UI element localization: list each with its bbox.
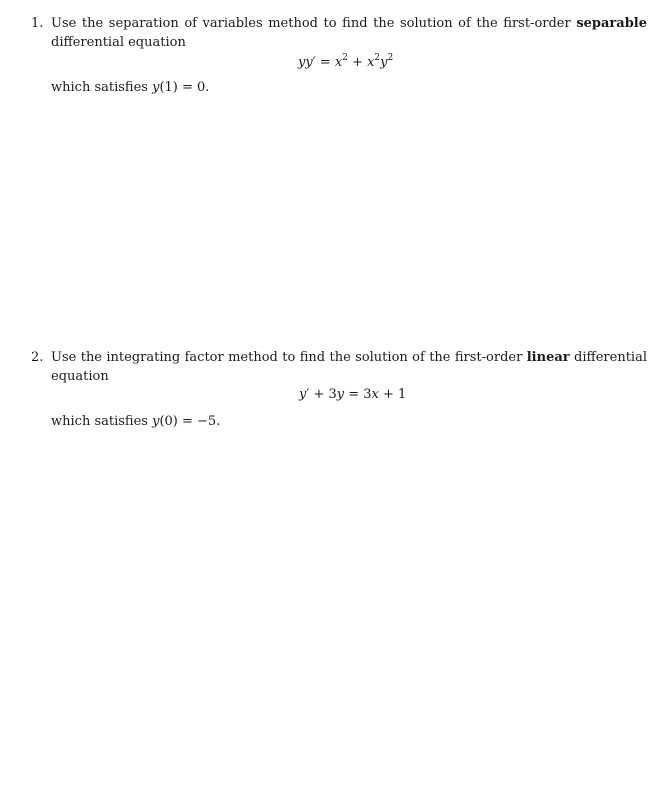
problem-2-equation: y′ + 3y = 3x + 1 xyxy=(299,387,407,402)
problem-1-condition-line xyxy=(31,78,647,97)
problem-2-condition-prefix: which satisfies xyxy=(51,414,148,429)
problem-1-statement xyxy=(31,14,647,52)
problem-2-condition: y(0) = −5. xyxy=(152,414,221,429)
problem-2-keyword: linear xyxy=(526,350,570,365)
problem-2-text-before: Use the integrating factor method to find the solution of the first-order xyxy=(51,350,523,365)
problem-2 xyxy=(31,348,647,431)
problem-1-condition: y(1) = 0. xyxy=(152,80,210,95)
problem-1 xyxy=(31,14,647,97)
problem-1-text-after: differential equation xyxy=(51,35,186,50)
problem-1-number: 1. xyxy=(31,16,44,31)
problem-1-equation: $yy' = x^2 + x^2y^2$ xyxy=(298,53,394,70)
problem-2-display-equation xyxy=(31,387,647,409)
problem-2-number: 2. xyxy=(31,350,44,365)
problem-2-text-after: differential equation xyxy=(51,350,647,384)
problem-1-text xyxy=(51,14,647,52)
problem-1-condition-prefix: which satisfies xyxy=(51,80,148,95)
problem-2-condition-line xyxy=(31,412,647,431)
problem-1-text-before: Use the separation of variables method to find the solution of the first-order xyxy=(51,16,571,31)
problem-2-text xyxy=(51,348,647,386)
problem-1-display-equation xyxy=(31,53,647,75)
problem-2-statement xyxy=(31,348,647,386)
problem-1-keyword: separable xyxy=(576,16,647,31)
